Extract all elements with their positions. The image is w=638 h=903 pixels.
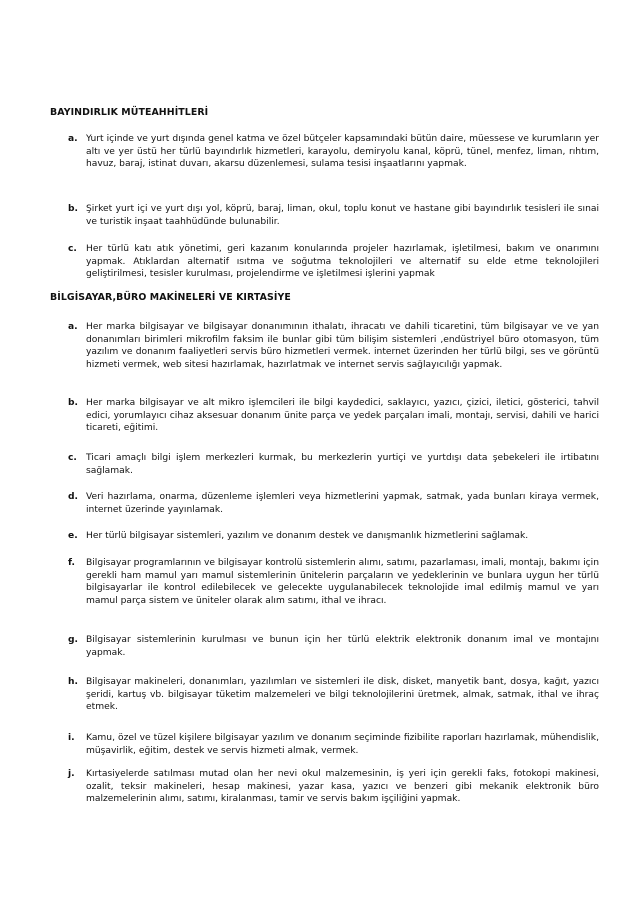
item-text: Yurt içinde ve yurt dışında genel katma ve özel bütçeler kapsamındaki bütün daire, müessese ve kurumların yer altı ve yer üstü her türlü bayındırlık hizmetleri, karayolu, demiryolu kanal, köprü, tünel, menfez, liman, rıhtım, havuz, baraj, istinat duvarı, akarsu düzenlemesi, sulama tesisi inşaatlarını yapmak. [86, 134, 599, 169]
item-text: Bilgisayar makineleri, donanımları, yazılımları ve sistemleri ile disk, disket, manyetik bant, dosya, kağıt, yazıcı şeridi, kartuş vb. bilgisayar tüketim malzemeleri ve bilgi teknolojilerini üretmek, almak, satmak, ithal ve ihraç etmek. [86, 677, 599, 712]
item-marker: b. [68, 398, 78, 408]
list-item [68, 491, 599, 516]
list-item [68, 732, 599, 757]
item-marker: a. [68, 322, 78, 332]
list-item [68, 321, 599, 371]
list-item [68, 530, 599, 543]
item-text: Her marka bilgisayar ve bilgisayar donanımının ithalatı, ihracatı ve dahili ticaretini, tüm bilgisayar ve ve yan donanımları birimleri mikrofilm faksim ile bunlar gibi tüm bilişim sistemleri ,endüstriyel büro otomasyon, tüm yazılım ve donanım faaliyetleri servis büro hizmetleri vermek. internet üzerinden her türlü bilgi, ses ve görüntü hizmeti vermek, web sitesi hazırlamak, hazırlatmak ve internet servis sağlayıcılığı yapmak. [86, 322, 599, 370]
item-marker: b. [68, 204, 78, 214]
item-text: Veri hazırlama, onarma, düzenleme işlemleri veya hizmetlerini yapmak, satmak, yada bunları kiraya vermek, internet üzerinde yayınlamak. [86, 492, 599, 515]
item-text: Bilgisayar programlarının ve bilgisayar kontrolü sistemlerin alımı, satımı, pazarlaması, imali, montajı, bakımı için gerekli ham mamul yarı mamul sistemlerinin ünitelerin parçaların ve yedeklerinin ve bunlara uygun her türlü bilgisayarlar ile kontrol edilebilecek ve gelecekte uygulanabilecek teknolojide imal edilmiş mamul ve yarı mamul parça sistem ve üniteler olarak alım satımı, ithal ve ihracı. [86, 558, 599, 606]
list-item [68, 634, 599, 659]
section-heading-bilgisayar: BİLGİSAYAR,BÜRO MAKİNELERİ VE KIRTASİYE [50, 292, 291, 303]
item-text: Şirket yurt içi ve yurt dışı yol, köprü, baraj, liman, okul, toplu konut ve hastane gibi bayındırlık tesisleri ile sınai ve turistik inşaat taahhüdünde bulunabilir. [86, 204, 599, 227]
item-marker: d. [68, 492, 78, 502]
list-item [68, 133, 599, 171]
item-marker: i. [68, 733, 75, 743]
list-item [68, 452, 599, 477]
list-item [68, 676, 599, 714]
section-heading-bayindirlik: BAYINDIRLIK MÜTEAHHİTLERİ [50, 107, 209, 118]
item-text: Her türlü bilgisayar sistemleri, yazılım ve donanım destek ve danışmanlık hizmetlerini sağlamak. [86, 531, 529, 541]
item-marker: j. [68, 769, 75, 779]
list-item [68, 203, 599, 228]
list-item [68, 397, 599, 435]
item-marker: c. [68, 244, 77, 254]
item-marker: g. [68, 635, 78, 645]
item-text: Kırtasiyelerde satılması mutad olan her nevi okul malzemesinin, iş yeri için gerekli faks, fotokopi makinesi, ozalit, teksir makineleri, hesap makinesi, yazar kasa, yazıcı ve benzeri gibi mekanik elektronik büro malzemelerinin alımı, satımı, kiralanması, tamir ve servis bakım işçiliğini yapmak. [86, 769, 599, 804]
list-item [68, 768, 599, 806]
item-text: Her türlü katı atık yönetimi, geri kazanım konularında projeler hazırlamak, işletilmesi, bakım ve onarımını yapmak. Atıklardan alternatif ısıtma ve soğutma teknolojileri ve alternatif su elde etme teknolojileri geliştirilmesi, tesisler kurulması, projelendirme ve işletilmesi işlerini yapmak [86, 244, 599, 279]
item-text: Kamu, özel ve tüzel kişilere bilgisayar yazılım ve donanım seçiminde fizibilite raporları hazırlamak, mühendislik, müşavirlik, eğitim, destek ve servis hizmeti almak, vermek. [86, 733, 599, 756]
item-marker: h. [68, 677, 78, 687]
item-marker: f. [68, 558, 75, 568]
item-marker: c. [68, 453, 77, 463]
list-item [68, 557, 599, 607]
list-item [68, 243, 599, 281]
item-text: Ticari amaçlı bilgi işlem merkezleri kurmak, bu merkezlerin yurtiçi ve yurtdışı data şebekeleri ile irtibatını sağlamak. [86, 453, 599, 476]
item-marker: a. [68, 134, 78, 144]
item-text: Bilgisayar sistemlerinin kurulması ve bunun için her türlü elektrik elektronik donanım imal ve montajını yapmak. [86, 635, 599, 658]
item-text: Her marka bilgisayar ve alt mikro işlemcileri ile bilgi kaydedici, saklayıcı, yazıcı, çizici, iletici, gösterici, tahvil edici, yorumlayıcı cihaz aksesuar donanım ünite parça ve yedek parçaları imali, montajı, servisi, dahili ve harici ticareti, eğitimi. [86, 398, 599, 433]
item-marker: e. [68, 531, 78, 541]
